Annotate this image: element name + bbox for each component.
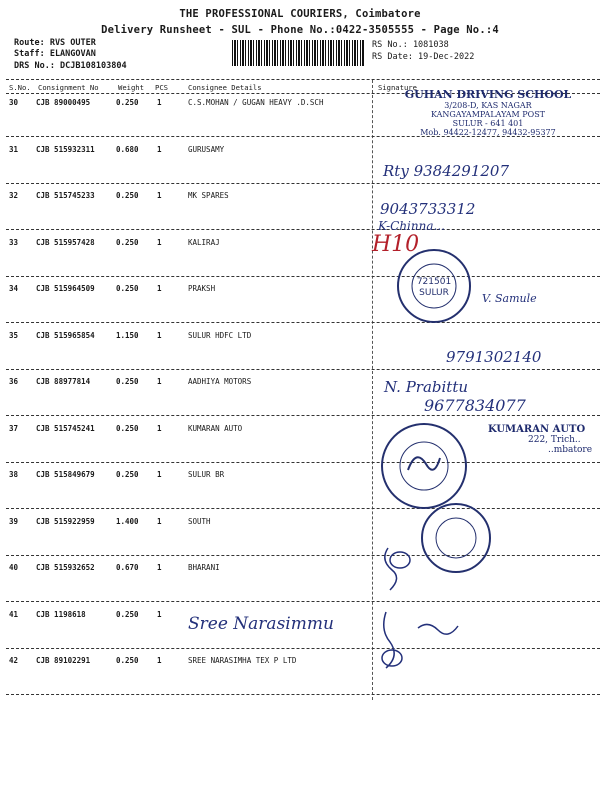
row-pcs: 1	[157, 284, 162, 293]
row-weight: 0.250	[116, 191, 139, 200]
row-consignee: KALIRAJ	[188, 237, 220, 247]
handwritten-signature: K-Chinna...	[378, 219, 445, 233]
row-weight: 0.250	[116, 470, 139, 479]
row-separator	[6, 276, 600, 277]
col-consignment: Consignment No	[38, 83, 99, 92]
row-pcs: 1	[157, 144, 162, 154]
seal-city: SULUR	[419, 288, 449, 298]
col-consignee: Consignee Details	[188, 83, 262, 92]
col-pcs: PCS	[155, 83, 168, 92]
row-consignment-no: CJB 89000495	[36, 98, 91, 107]
row-weight: 0.670	[116, 563, 139, 572]
row-weight: 0.250	[116, 609, 139, 619]
col-weight: Weight	[118, 83, 144, 92]
row-consignment-no: CJB 515957428	[36, 237, 95, 247]
handwritten-signature: Rty 9384291207	[383, 162, 509, 180]
handwritten-signature: V. Samule	[482, 292, 537, 305]
row-pcs: 1	[157, 191, 162, 200]
signature-divider	[372, 80, 373, 700]
row-sno: 42	[9, 656, 19, 665]
row-sno: 33	[9, 237, 19, 247]
staff-label: Staff: ELANGOVAN	[14, 49, 96, 59]
row-pcs: 1	[157, 516, 162, 526]
stamp-name: GUHAN DRIVING SCHOOL	[404, 88, 572, 101]
row-sno: 35	[9, 330, 19, 340]
stamp-line: 3/208-D, KAS NAGAR	[444, 101, 532, 110]
row-weight: 1.150	[116, 330, 139, 340]
row-weight: 0.250	[116, 98, 139, 107]
round-seal	[378, 420, 470, 512]
row-consignment-no: CJB 515745233	[36, 191, 95, 200]
row-separator	[6, 183, 600, 184]
row-consignment-no: CJB 515932311	[36, 144, 95, 154]
row-consignee: KUMARAN AUTO	[188, 423, 243, 433]
route-label: Route: RVS OUTER	[14, 38, 96, 48]
row-consignee: SULUR BR	[188, 470, 225, 479]
row-separator	[6, 462, 600, 463]
handwritten-number: 9677834077	[424, 396, 526, 415]
handwritten-signature: Sree Narasimmu	[188, 614, 334, 634]
row-consignment-no: CJB 515964509	[36, 284, 95, 293]
row-pcs: 1	[157, 330, 162, 340]
col-signature: Signature	[378, 83, 417, 92]
rs-number: RS No.: 1081038	[372, 40, 449, 50]
row-weight: 0.250	[116, 377, 139, 386]
row-sno: 41	[9, 609, 19, 619]
kumaran-stamp	[488, 424, 592, 455]
row-weight: 0.680	[116, 144, 139, 154]
row-separator	[6, 508, 600, 509]
row-pcs: 1	[157, 98, 162, 107]
rs-date: RS Date: 19-Dec-2022	[372, 52, 475, 62]
driving-school-stamp	[378, 88, 598, 137]
row-pcs: 1	[157, 609, 162, 619]
row-consignee: MK SPARES	[188, 191, 229, 200]
row-pcs: 1	[157, 423, 162, 433]
row-sno: 38	[9, 470, 19, 479]
barcode	[232, 40, 364, 66]
row-weight: 0.250	[116, 423, 139, 433]
bracket-scribble	[378, 540, 578, 700]
stamp-line: 222, Trich..	[528, 435, 581, 445]
row-sno: 34	[9, 284, 19, 293]
stamp-line: ..mbatore	[548, 445, 593, 455]
handwritten-number: 9043733312	[380, 200, 476, 218]
drs-label: DRS No.: DCJB108103804	[14, 61, 127, 71]
row-consignee: BHARANI	[188, 563, 220, 572]
row-sno: 40	[9, 563, 19, 572]
row-separator	[6, 369, 600, 370]
row-consignee: C.S.MOHAN / GUGAN HEAVY .D.SCH	[188, 98, 324, 107]
stamp-line: KANGAYAMPALAYAM POST	[430, 110, 546, 119]
runsheet-subtitle: Delivery Runsheet - SUL - Phone No.:0422-3505555 - Page No.:4	[101, 24, 499, 36]
row-pcs: 1	[157, 563, 162, 572]
row-weight: 0.250	[116, 656, 139, 665]
stamp-line: Mob. 94422-12477, 94432-95377	[420, 128, 556, 137]
row-consignment-no: CJB 1198618	[36, 609, 86, 619]
row-weight: 0.250	[116, 237, 139, 247]
row-sno: 39	[9, 516, 19, 526]
row-consignee: SREE NARASIMHA TEX P LTD	[188, 656, 297, 665]
table-top-rule	[6, 79, 600, 80]
row-weight: 0.250	[116, 284, 139, 293]
row-sno: 37	[9, 423, 19, 433]
col-sno: S.No.	[9, 83, 31, 92]
row-pcs: 1	[157, 470, 162, 479]
row-consignment-no: CJB 515849679	[36, 470, 95, 479]
company-title: THE PROFESSIONAL COURIERS, Coimbatore	[179, 8, 421, 20]
row-consignee: AADHIYA MOTORS	[188, 377, 252, 386]
row-pcs: 1	[157, 237, 162, 247]
handwritten-number: 9791302140	[446, 348, 542, 366]
row-consignment-no: CJB 515965854	[36, 330, 95, 340]
row-consignment-no: CJB 515922959	[36, 516, 95, 526]
row-consignee: GURUSAMY	[188, 144, 225, 154]
stamp-name: KUMARAN AUTO	[488, 424, 586, 435]
row-separator	[6, 415, 600, 416]
row-sno: 30	[9, 98, 19, 107]
insurance-seal	[394, 246, 474, 326]
row-sno: 32	[9, 191, 19, 200]
row-pcs: 1	[157, 377, 162, 386]
row-consignment-no: CJB 515932652	[36, 563, 95, 572]
seal-code: 721501	[416, 277, 452, 287]
row-weight: 1.400	[116, 516, 139, 526]
row-separator	[6, 322, 600, 323]
handwritten-mark: H10	[372, 232, 420, 257]
handwritten-signature: N. Prabittu	[384, 378, 469, 396]
row-pcs: 1	[157, 656, 162, 665]
row-separator	[6, 229, 600, 230]
row-consignee: SULUR HDFC LTD	[188, 330, 252, 340]
stamp-line: SULUR - 641 401	[452, 119, 524, 128]
row-consignee: PRAKSH	[188, 284, 216, 293]
row-consignment-no: CJB 88977814	[36, 377, 91, 386]
row-consignment-no: CJB 515745241	[36, 423, 95, 433]
row-consignment-no: CJB 89102291	[36, 656, 91, 665]
row-consignee: SOUTH	[188, 516, 211, 526]
row-sno: 36	[9, 377, 19, 386]
row-sno: 31	[9, 144, 19, 154]
